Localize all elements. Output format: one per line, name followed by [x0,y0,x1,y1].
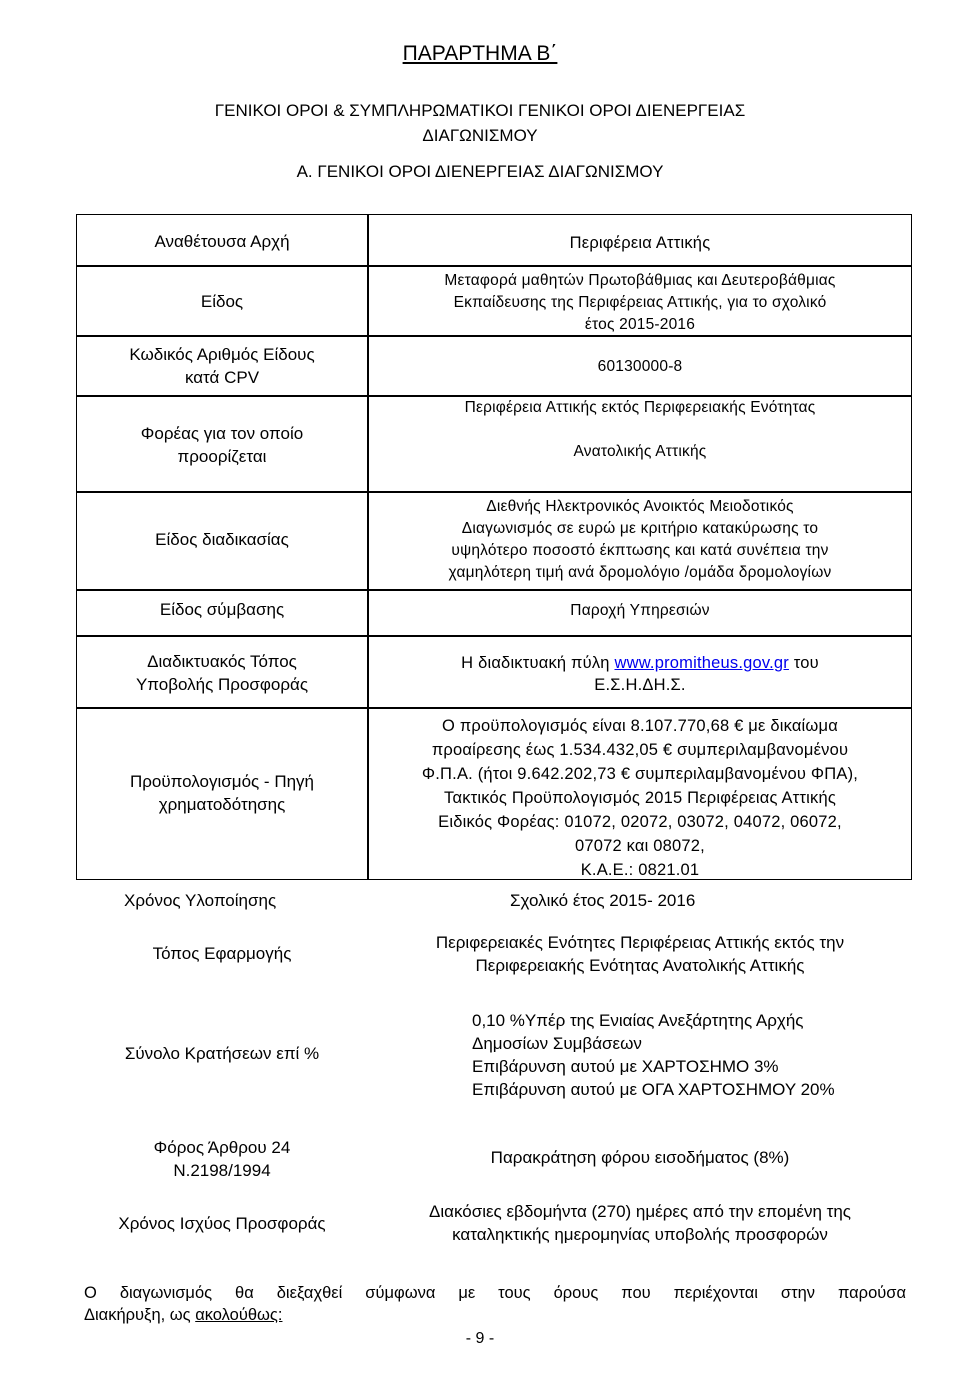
value-place-line-2: Περιφερειακής Ενότητας Ανατολικής Αττικής [475,956,805,975]
value-contract: Παροχή Υπηρεσιών [570,602,710,619]
value-deductions-line-2: Δημοσίων Συμβάσεων [472,1034,642,1053]
value-deductions-line-4: Επιβάρυνση αυτού με ΟΓΑ ΧΑΡΤΟΣΗΜΟΥ 20% [472,1080,835,1099]
page-title: ΠΑΡΑΡΤΗΜΑ Β΄ [402,42,558,65]
label-deductions: Σύνολο Κρατήσεων επί % [124,1044,320,1063]
value-portal [370,652,910,696]
value-procedure-line-1: Διεθνής Ηλεκτρονικός Ανοικτός Μειοδοτικός [486,498,794,515]
value-portal-line-1 [370,652,910,674]
value-tax: Παρακράτηση φόρου εισοδήματος (8%) [490,1148,790,1167]
label-validity: Χρόνος Ισχύος Προσφοράς [118,1214,326,1233]
value-type-line-1: Μεταφορά μαθητών Πρωτοβάθμιας και Δευτεροβάθμιας [444,272,836,289]
value-budget-line-2: προαίρεσης έως 1.534.432,05 € συμπεριλαμβανομένου [431,741,849,759]
page-number: - 9 - [465,1330,495,1347]
subtitle-line-2: ΔΙΑΓΩΝΙΣΜΟΥ [422,126,538,145]
label-budget-line-2: χρηματοδότησης [158,795,286,814]
value-budget-line-1: Ο προϋπολογισμός είναι 8.107.770,68 € με δικαίωμα [442,717,838,735]
value-validity [370,1200,910,1246]
label-agency [78,422,366,468]
label-place: Τόπος Εφαρμογής [152,944,292,963]
label-tax [78,1136,366,1182]
portal-suffix: του [788,654,819,672]
value-procedure-line-3: υψηλότερο ποσοστό έκπτωσης και κατά συνέπεια την [451,542,829,559]
value-validity-line-1: Διακόσιες εβδομήντα (270) ημέρες από την επομένη της [429,1202,851,1221]
label-portal-line-1: Διαδικτυακός Τόπος [147,652,297,671]
value-authority: Περιφέρεια Αττικής [569,234,711,252]
value-place-line-1: Περιφερειακές Ενότητες Περιφέρειας Αττικής εκτός την [435,933,845,952]
section-heading: Α. ΓΕΝΙΚΟΙ ΟΡΟΙ ΔΙΕΝΕΡΓΕΙΑΣ ΔΙΑΓΩΝΙΣΜΟΥ [296,162,664,181]
footer-line-1: Ο διαγωνισμός θα διεξαχθεί σύμφωνα με τους όρους που περιέχονται στην παρούσα [84,1284,906,1302]
value-budget-line-3: Φ.Π.Α. (ήτοι 9.642.202,73 € συμπεριλαμβανομένου ΦΠΑ), [421,765,859,783]
label-budget-line-1: Προϋπολογισμός - Πηγή [129,772,315,791]
value-deductions-line-1: 0,10 %Υπέρ της Ενιαίας Ανεξάρτητης Αρχής [472,1011,804,1030]
label-type: Είδος [200,292,244,311]
value-duration: Σχολικό έτος 2015- 2016 [510,891,696,910]
promitheus-link[interactable]: www.promitheus.gov.gr [614,654,789,672]
value-type-line-2: Εκπαίδευσης της Περιφέρειας Αττικής, για το σχολικό [453,294,827,311]
value-procedure-line-2: Διαγωνισμός σε ευρώ με κριτήριο κατακύρωσης το [461,520,819,537]
value-validity-line-2: καταληκτικής ημερομηνίας υποβολής προσφορών [452,1225,828,1244]
footer-line-2-prefix: Διακήρυξη, ως [84,1306,196,1324]
label-tax-line-2: Ν.2198/1994 [173,1161,271,1180]
value-type-line-3: έτος 2015-2016 [584,316,696,333]
value-budget [370,714,910,882]
label-budget [78,770,366,816]
label-portal-line-2: Υποβολής Προσφοράς [135,675,309,694]
value-budget-line-5: Ειδικός Φορέας: 01072, 02072, 03072, 04072, 06072, [438,813,842,831]
subtitle-line-1: ΓΕΝΙΚΟΙ ΟΡΟΙ & ΣΥΜΠΛΗΡΩΜΑΤΙΚΟΙ ΓΕΝΙΚΟΙ ΟΡΟΙ ΔΙΕΝΕΡΓΕΙΑΣ [214,101,746,120]
value-deductions-line-3: Επιβάρυνση αυτού με ΧΑΡΤΟΣΗΜΟ 3% [472,1057,779,1076]
portal-prefix: Η διαδικτυακή πύλη [461,654,615,672]
label-agency-line-1: Φορέας για τον οποίο [140,424,304,443]
value-procedure [370,496,910,584]
value-agency-line-2: Ανατολικής Αττικής [573,443,707,460]
label-agency-line-2: προορίζεται [177,447,267,466]
value-procedure-line-4: χαμηλότερη τιμή ανά δρομολόγιο /ομάδα δρομολογίων [448,564,832,581]
value-cpv: 60130000-8 [597,358,683,375]
subtitle [120,98,840,148]
label-authority: Αναθέτουσα Αρχή [154,232,290,251]
value-budget-line-7: Κ.Α.Ε.: 0821.01 [580,861,700,879]
value-agency-line-1: Περιφέρεια Αττικής εκτός Περιφερειακής Ενότητας [464,399,816,416]
label-procedure: Είδος διαδικασίας [155,530,289,549]
label-cpv-line-1: Κωδικός Αριθμός Είδους [129,345,315,364]
label-portal [78,650,366,696]
label-duration: Χρόνος Υλοποίησης [124,891,277,910]
value-place [370,931,910,977]
value-budget-line-6: 07072 και 08072, [575,837,705,855]
value-budget-line-4: Τακτικός Προϋπολογισμός 2015 Περιφέρειας Αττικής [444,789,836,807]
label-tax-line-1: Φόρος Άρθρου 24 [153,1138,291,1157]
value-portal-line-2: Ε.Σ.Η.ΔΗ.Σ. [594,676,686,694]
value-deductions [472,1009,835,1101]
label-cpv [78,343,366,389]
label-contract: Είδος σύμβασης [159,600,285,619]
value-type [370,270,910,336]
label-cpv-line-2: κατά CPV [184,368,260,387]
footer-line-2 [84,1304,282,1326]
footer-line-2-underlined: ακολούθως: [195,1306,283,1324]
